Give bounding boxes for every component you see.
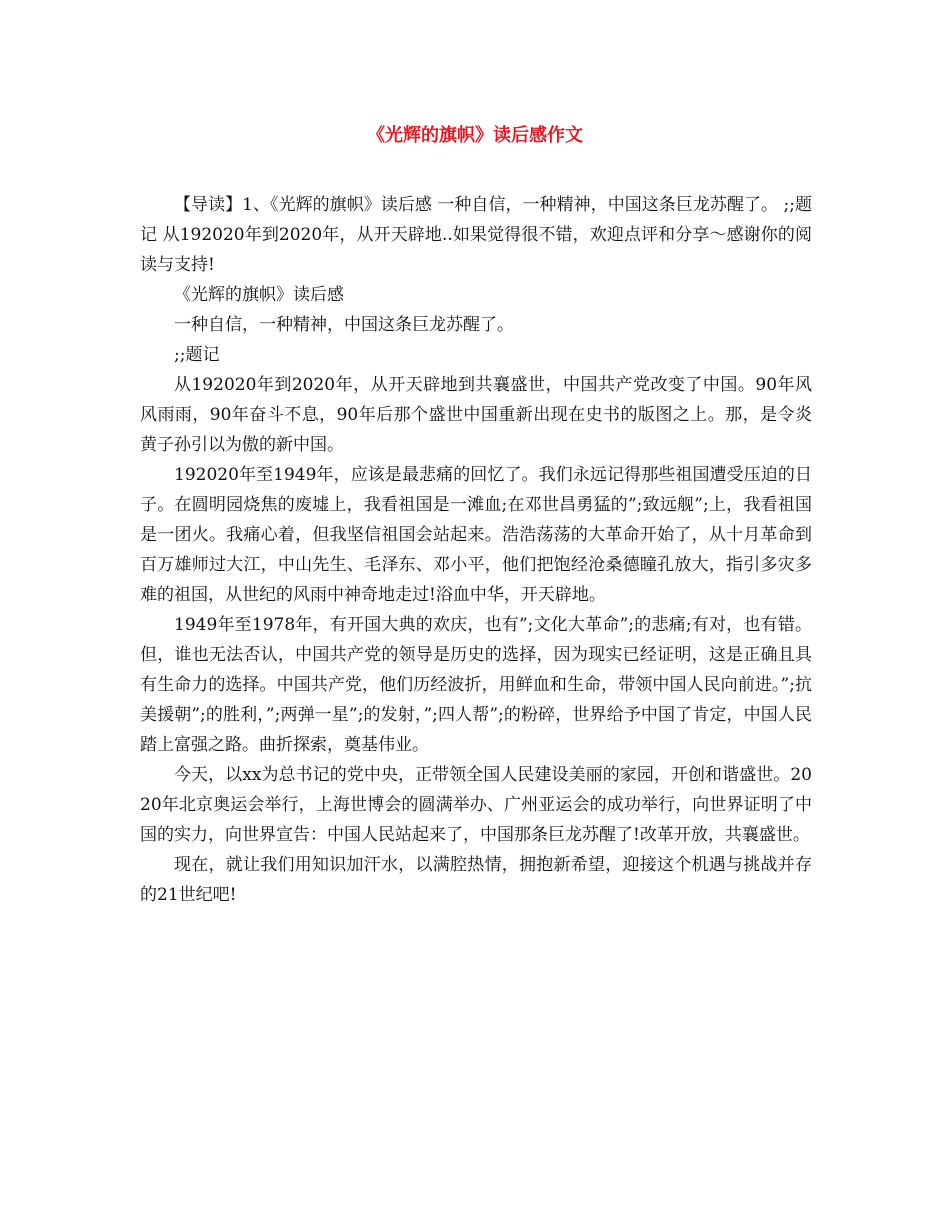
paragraph-heading: 《光辉的旗帜》读后感	[174, 285, 344, 305]
document-body	[140, 190, 812, 910]
paragraph-1920-1949: 192020年至1949年，应该是最悲痛的回忆了。我们永远记得那些祖国遭受压迫的日子。在圆明园烧焦的废墟上，我看祖国是一滩血;在邓世昌勇猛的”;致远舰”;上，我看祖国是一团火。我痛心着，但我坚信祖国会站起来。浩浩荡荡的大革命开始了，从十月革命到百万雄师过大江，中山先生、毛泽东、邓小平，他们把饱经沧桑德瞳孔放大，指引多灾多难的祖国，从世纪的风雨中神奇地走过!浴血中华，开天辟地。	[140, 465, 812, 605]
paragraph-now: 现在，就让我们用知识加汗水，以满腔热情，拥抱新希望，迎接这个机遇与挑战并存的21世纪吧!	[140, 855, 812, 905]
paragraph-intro: 【导读】1、《光辉的旗帜》读后感 一种自信，一种精神，中国这条巨龙苏醒了。 ;;题记 从192020年到2020年，从开天辟地..如果觉得很不错，欢迎点评和分享～感谢你的阅读与支持!	[140, 195, 812, 275]
paragraph-motto: 一种自信，一种精神，中国这条巨龙苏醒了。	[174, 315, 514, 335]
document-title: 《光辉的旗帜》读后感作文	[367, 125, 583, 146]
paragraph-epigraph-mark: ;;题记	[174, 345, 220, 365]
paragraph-90-years: 从192020年到2020年，从开天辟地到共襄盛世，中国共产党改变了中国。90年风风雨雨，90年奋斗不息，90年后那个盛世中国重新出现在史书的版图之上。那，是令炎黄子孙引以为傲的新中国。	[140, 375, 812, 455]
paragraph-1949-1978: 1949年至1978年，有开国大典的欢庆，也有”;文化大革命”;的悲痛;有对，也有错。但，谁也无法否认，中国共产党的领导是历史的选择，因为现实已经证明，这是正确且具有生命力的选择。中国共产党，他们历经波折，用鲜血和生命，带领中国人民向前进。”;抗美援朝”;的胜利，”;两弹一星”;的发射，”;四人帮”;的粉碎，世界给予中国了肯定，中国人民踏上富强之路。曲折探索，奠基伟业。	[140, 615, 812, 755]
paragraph-today: 今天，以xx为总书记的党中央，正带领全国人民建设美丽的家园，开创和谐盛世。2020年北京奥运会举行，上海世博会的圆满举办、广州亚运会的成功举行，向世界证明了中国的实力，向世界宣告：中国人民站起来了，中国那条巨龙苏醒了!改革开放，共襄盛世。	[140, 765, 812, 845]
